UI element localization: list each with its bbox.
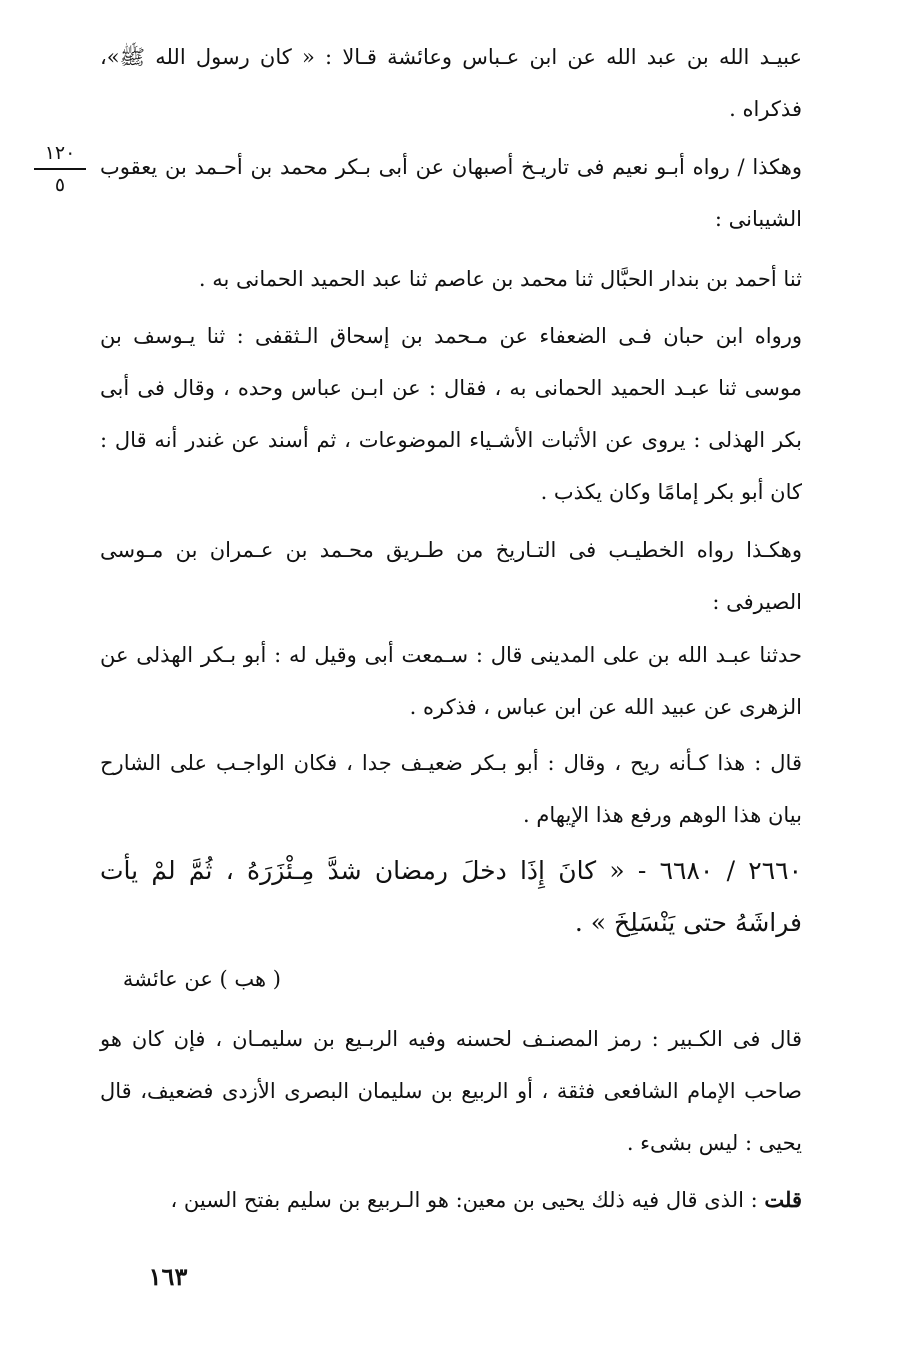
paragraph-6: حدثنا عبـد الله بن على المدينى قال : سـمعت أبى وقيل له : أبو بـكر الهذلى عن الزهرى عن عبيد الله عن ابن عباس ، فذكره . [100,643,802,719]
paragraph-1: عبيـد الله بن عبد الله عن ابن عـباس وعائشة قـالا : « كان رسول الله ﷺ»، فذكراه . [100,45,802,121]
final-paragraph-lead: قلت [764,1187,802,1212]
paragraph-3: ثنا أحمد بن بندار الحبَّال ثنا محمد بن عاصم ثنا عبد الحميد الحمانى به . [198,267,802,291]
page-number: ١٦٣ [148,1262,188,1291]
margin-reference-rule [34,168,86,170]
paragraph-7: قال : هذا كـأنه ريح ، وقال : أبو بـكر ضعيـف جدا ، فكان الواجـب على الشارح بيان هذا الوهم ورفع هذا الإيهام . [100,751,802,827]
paragraph-5: وهكـذا رواه الخطيـب فى التـاريخ من طـريق محـمد بن عـمران بن مـوسى الصيرفى : [100,538,802,614]
margin-reference [30,142,90,196]
final-paragraph [100,1174,802,1226]
margin-reference-bottom: ٥ [54,174,66,196]
hadith-source: ( هب ) عن عائشة [122,967,281,991]
paragraph-4: ورواه ابن حبان فـى الضعفاء عن مـحمد بن إسحاق الـثقفى : ثنا يـوسف بن موسى ثنا عبـد الحميد الحمانى به ، فقال : عن ابـن عباس وحده ، وقال فى أبى بكر الهذلى : يروى عن الأثبات الأشـياء الموضوعات ، ثم أسند عن غندر أنه قال : كان أبو بكر إمامًا وكان يكذب . [100,324,802,504]
hadith-text: ٢٦٦٠ / ٦٦٨٠ - « كانَ إِذَا دخلَ رمضان شدَّ مِـئْزَرَهُ ، ثُمَّ لمْ يأت فراشَهُ حتى يَنْسَلِخَ » . [100,856,802,937]
paragraph-2: وهكذا / رواه أبـو نعيم فى تاريـخ أصبهان عن أبى بـكر محمد بن أحـمد بن يعقوب الشيبانى : [100,155,802,231]
margin-reference-top: ١٢٠ [44,142,76,164]
final-paragraph-text: : الذى قال فيه ذلك يحيى بن معين: هو الـربيع بن سليم بفتح السين ، [170,1188,765,1212]
commentary-paragraph: قال فى الكـبير : رمز المصنـف لحسنه وفيه الربـيع بن سليمـان ، فإن كان هو صاحب الإمام الشافعى فثقة ، أو الربيع بن سليمان البصرى الأزدى فضعيف، قال يحيى : ليس بشىء . [100,1027,802,1155]
